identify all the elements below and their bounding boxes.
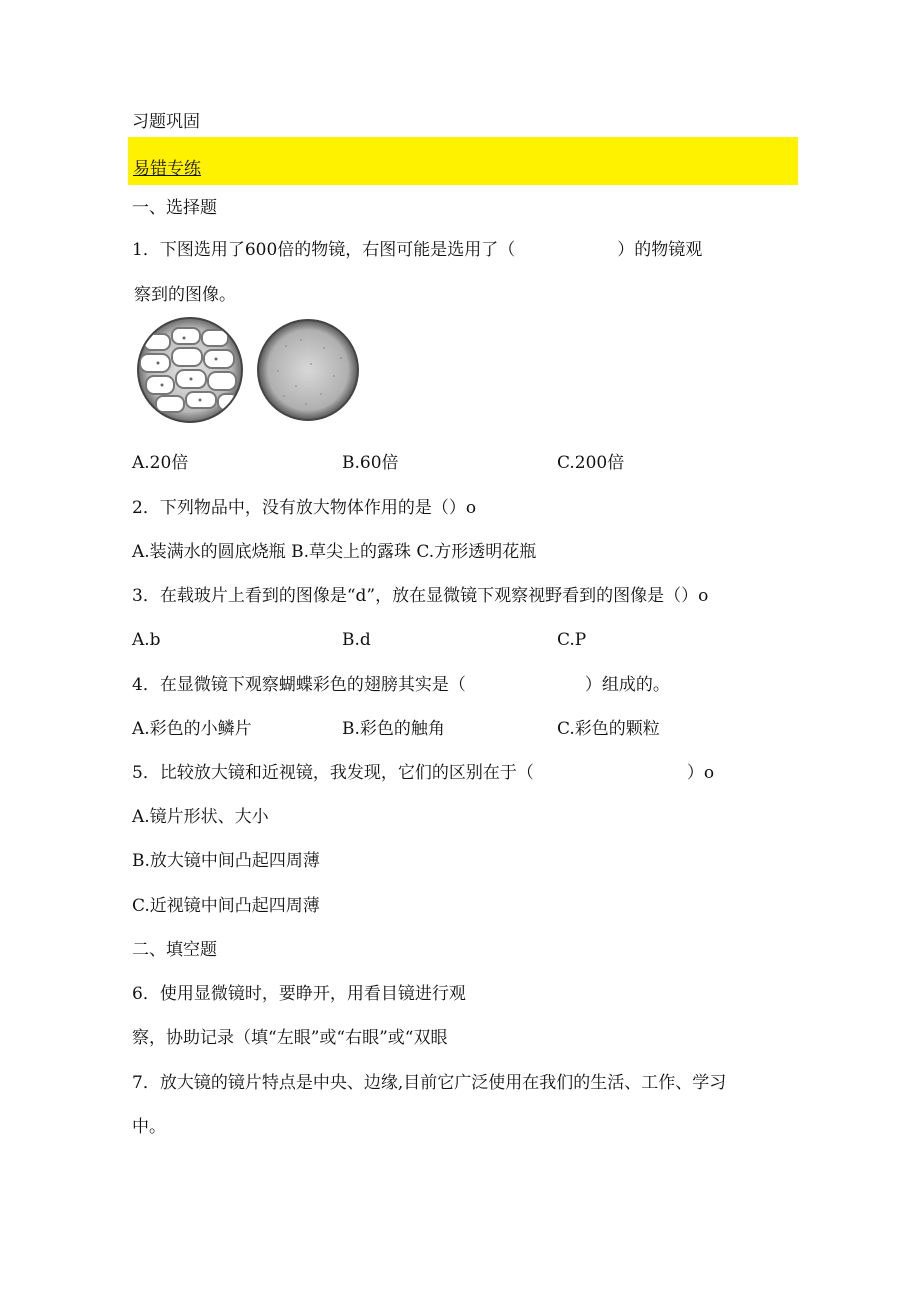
section2-title: 二、填空题: [132, 940, 217, 960]
q4-option-c: C.彩色的颗粒: [557, 719, 660, 739]
cells-view-icon: [138, 318, 242, 422]
q5-option-b: B.放大镜中间凸起四周薄: [132, 851, 320, 871]
q3-option-a: A.b: [132, 630, 161, 650]
q7-line2: 中。: [132, 1117, 166, 1137]
q3-option-b: B.d: [342, 630, 371, 650]
page-heading: 习题巩固: [132, 112, 200, 132]
q4-option-b: B.彩色的触角: [342, 719, 445, 739]
q1-line2: 察到的图像。: [134, 285, 236, 305]
q1-option-c: C.200倍: [557, 453, 625, 473]
q5-option-c: C.近视镜中间凸起四周薄: [132, 896, 320, 916]
q5-text: 5．比较放大镜和近视镜，我发现，它们的区别在于（ ）o: [132, 763, 715, 783]
q2-text: 2．下列物品中，没有放大物体作用的是（）o: [132, 498, 477, 518]
q3-option-c: C.P: [557, 630, 587, 650]
q4-text: 4．在显微镜下观察蝴蝶彩色的翅膀其实是（ ）组成的。: [132, 675, 670, 695]
q4-option-a: A.彩色的小鳞片: [132, 719, 252, 739]
q6-line2: 察，协助记录（填“左眼”或“右眼”或“双眼: [132, 1028, 448, 1048]
band-label: 易错专练: [133, 159, 201, 179]
q1-option-b: B.60倍: [342, 453, 399, 473]
high-power-view-icon: [258, 320, 358, 420]
highlight-band: [128, 137, 798, 185]
q7-line1: 7．放大镜的镜片特点是中央、边缘,目前它广泛使用在我们的生活、工作、学习: [132, 1073, 727, 1093]
q3-text: 3．在载玻片上看到的图像是“d”，放在显微镜下观察视野看到的图像是（）o: [132, 586, 709, 606]
q2-options: A.装满水的圆底烧瓶 B.草尖上的露珠 C.方形透明花瓶: [132, 542, 537, 562]
q6-line1: 6．使用显微镜时，要睁开，用看目镜进行观: [132, 984, 466, 1004]
section1-title: 一、选择题: [132, 198, 217, 218]
q5-option-a: A.镜片形状、大小: [132, 807, 269, 827]
q1-option-a: A.20倍: [132, 453, 189, 473]
q1-line1: 1．下图选用了600倍的物镜，右图可能是选用了（ ）的物镜观: [132, 240, 703, 260]
microscope-views-figure: [136, 316, 376, 428]
